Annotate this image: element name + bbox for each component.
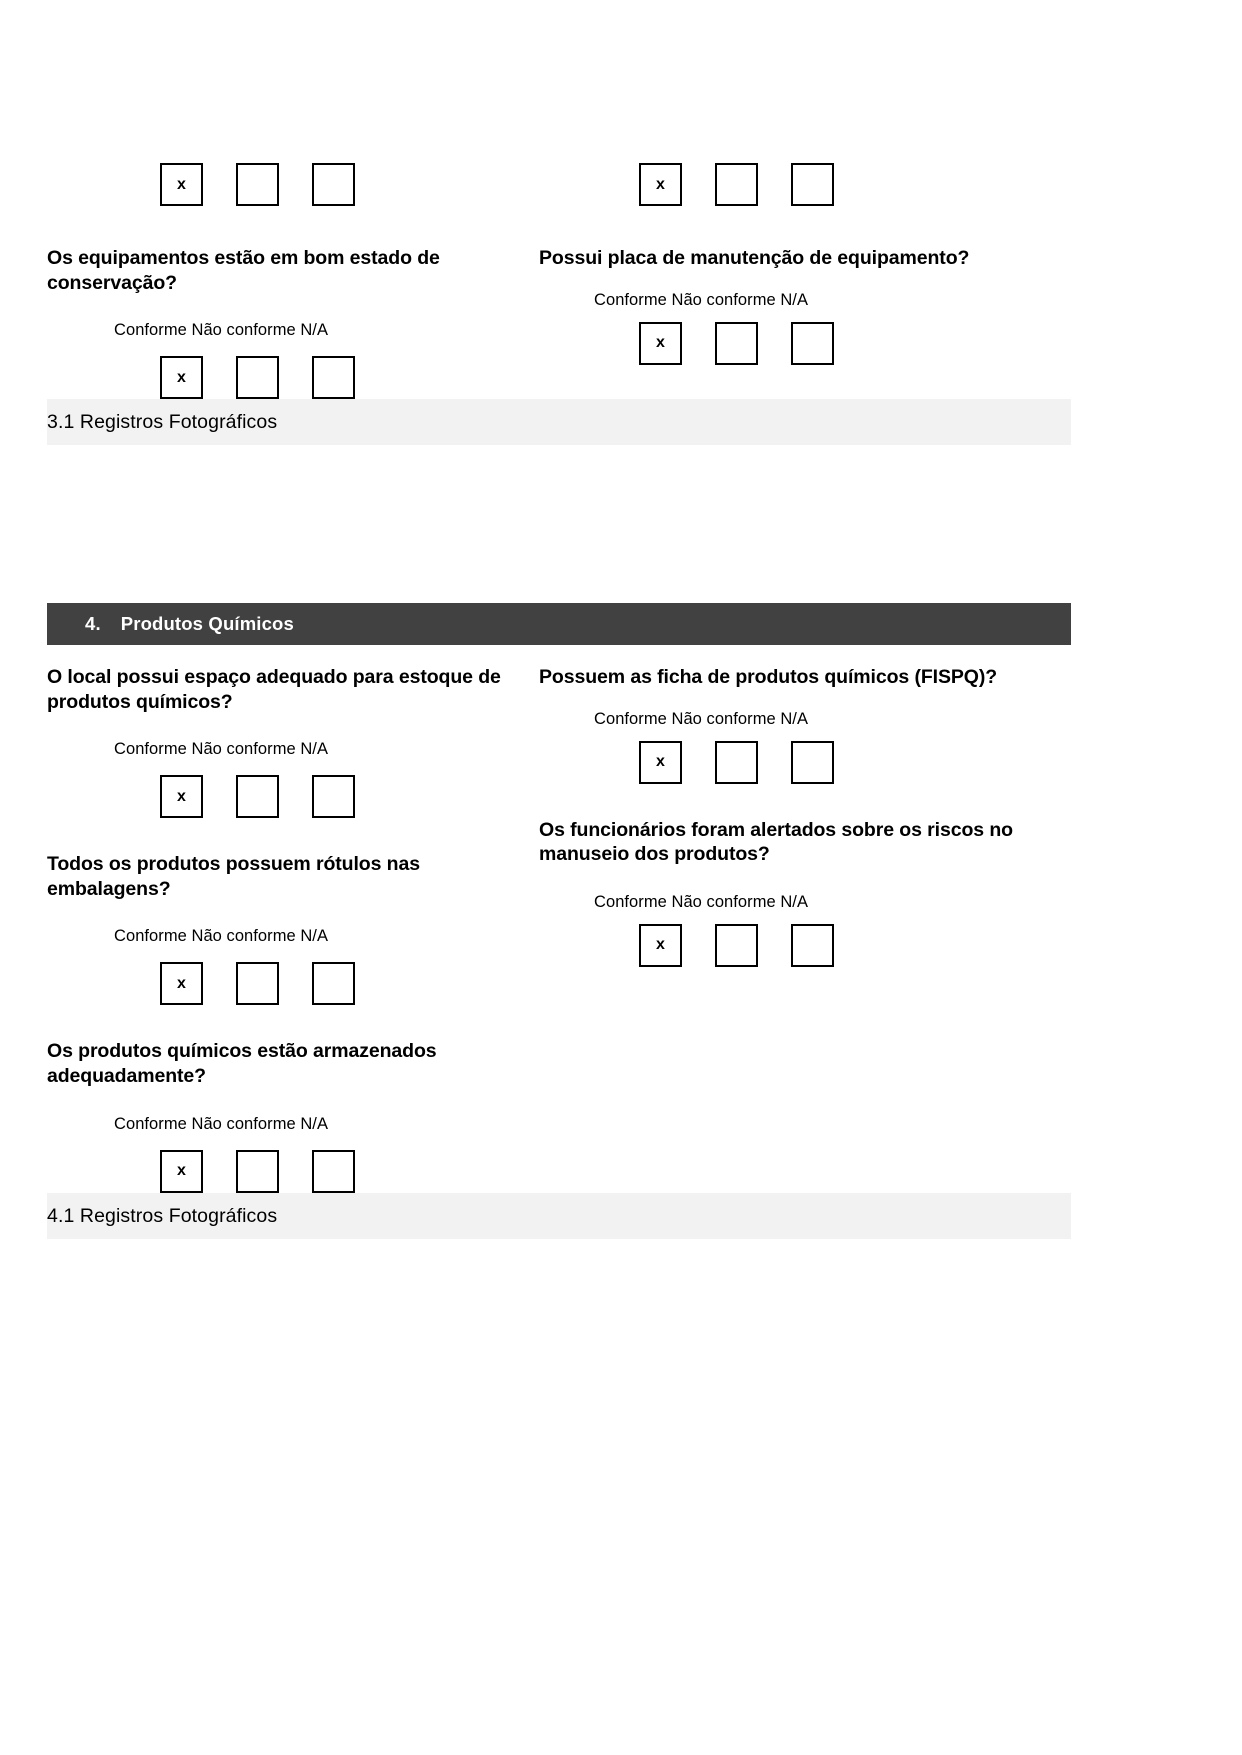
checkbox-na[interactable] [312, 356, 355, 399]
option-labels: Conforme Não conforme N/A [594, 709, 809, 728]
section4-right-cell [539, 645, 1071, 1192]
checkbox-na[interactable] [791, 741, 834, 784]
section3-left-cell [47, 137, 539, 399]
checkbox-na[interactable] [312, 962, 355, 1005]
section-number: 4. [85, 613, 101, 635]
section3-left-orphan-boxes [160, 137, 539, 206]
section3-photo-label-row [47, 399, 1071, 445]
answer-boxes [639, 729, 1071, 784]
section4-photo-label-cell-right [539, 1193, 1071, 1239]
checkbox-na[interactable] [791, 163, 834, 206]
section3-photo-area-left[interactable] [47, 445, 539, 603]
question-text: Possuem as ficha de produtos químicos (FISPQ)? [539, 666, 998, 689]
answer-boxes [160, 759, 539, 818]
option-labels: Conforme Não conforme N/A [114, 927, 329, 946]
option-labels: Conforme Não conforme N/A [114, 740, 329, 759]
checkbox-conforme[interactable]: x [639, 163, 682, 206]
section3-right-cell [539, 137, 1071, 399]
question-text: Possui placa de manutenção de equipamento? [539, 247, 970, 269]
option-labels: Conforme Não conforme N/A [114, 1114, 329, 1133]
answer-boxes [160, 340, 539, 399]
checkbox-conforme[interactable]: x [639, 741, 682, 784]
section4-left-cell [47, 645, 539, 1192]
checkbox-na[interactable] [312, 775, 355, 818]
section-title: Produtos Químicos [120, 613, 294, 635]
answer-boxes [160, 1134, 539, 1193]
checkbox-nao-conforme[interactable] [236, 1150, 279, 1193]
section3-right-orphan-boxes [639, 137, 1071, 206]
answer-boxes [639, 310, 1071, 365]
option-labels: Conforme Não conforme N/A [114, 321, 329, 340]
subsection-label: 4.1 Registros Fotográficos [47, 1204, 278, 1227]
checkbox-conforme[interactable]: x [639, 322, 682, 365]
inspection-form-table [47, 137, 1071, 1239]
section3-photo-area-right[interactable] [539, 445, 1071, 603]
section4-banner-cell [47, 603, 1071, 645]
answer-boxes [639, 912, 1071, 967]
section3-photo-label-cell [47, 399, 539, 445]
checkbox-nao-conforme[interactable] [236, 775, 279, 818]
checkbox-conforme[interactable]: x [160, 163, 203, 206]
checkbox-na[interactable] [791, 924, 834, 967]
section4-banner-row [47, 603, 1071, 645]
checkbox-na[interactable] [312, 1150, 355, 1193]
checkbox-nao-conforme[interactable] [715, 924, 758, 967]
checkbox-na[interactable] [312, 163, 355, 206]
checkbox-nao-conforme[interactable] [236, 163, 279, 206]
subsection-label: 3.1 Registros Fotográficos [47, 411, 278, 434]
option-labels: Conforme Não conforme N/A [594, 290, 809, 309]
option-labels: Conforme Não conforme N/A [594, 892, 809, 911]
section4-photo-label-row [47, 1193, 1071, 1239]
checkbox-nao-conforme[interactable] [715, 163, 758, 206]
section3-photo-label-cell-right [539, 399, 1071, 445]
checkbox-conforme[interactable]: x [160, 775, 203, 818]
section4-banner [47, 603, 1071, 645]
section4-question-row [47, 645, 1071, 1192]
checkbox-conforme[interactable]: x [639, 924, 682, 967]
question-text: O local possui espaço adequado para estoque de produtos químicos? [47, 666, 501, 713]
checkbox-nao-conforme[interactable] [715, 741, 758, 784]
checkbox-na[interactable] [791, 322, 834, 365]
question-text: Os produtos químicos estão armazenados adequadamente? [47, 1040, 437, 1087]
section4-photo-label-cell [47, 1193, 539, 1239]
question-text: Os equipamentos estão em bom estado de conservação? [47, 247, 440, 294]
section3-photo-area-row [47, 445, 1071, 603]
checkbox-conforme[interactable]: x [160, 1150, 203, 1193]
checkbox-conforme[interactable]: x [160, 356, 203, 399]
question-text: Todos os produtos possuem rótulos nas embalagens? [47, 853, 420, 900]
checkbox-nao-conforme[interactable] [715, 322, 758, 365]
answer-boxes [160, 946, 539, 1005]
checkbox-conforme[interactable]: x [160, 962, 203, 1005]
checkbox-nao-conforme[interactable] [236, 962, 279, 1005]
checkbox-nao-conforme[interactable] [236, 356, 279, 399]
question-text: Os funcionários foram alertados sobre os riscos no manuseio dos produtos? [539, 818, 1013, 866]
section3-question-row [47, 137, 1071, 399]
